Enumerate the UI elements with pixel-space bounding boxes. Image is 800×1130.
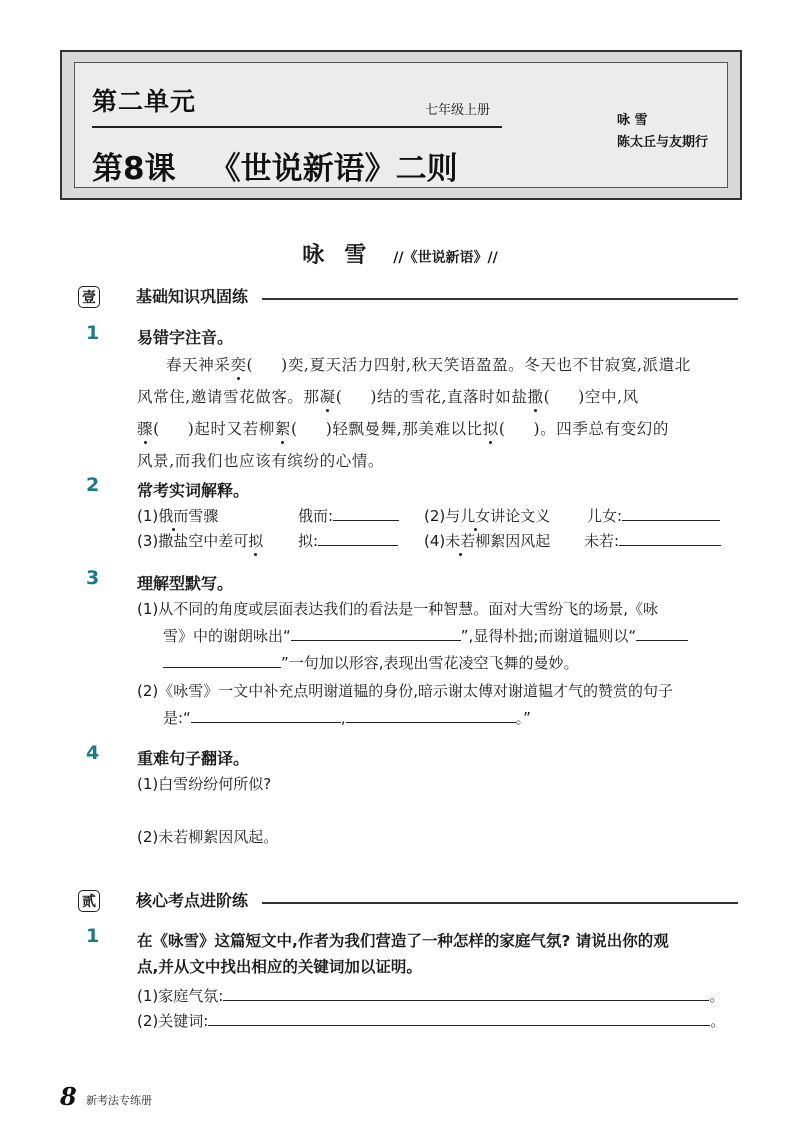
grade-label: 七年级上册 [425, 103, 491, 118]
question-number: 1 [86, 925, 100, 947]
vocab-answer: 俄而: [298, 505, 399, 526]
text-title [0, 238, 800, 269]
answer-blank[interactable] [619, 530, 721, 546]
question-title: 常考实词解释。 [137, 481, 250, 500]
answer-blank[interactable] [346, 707, 516, 723]
question-text: (1)从不同的角度或层面表达我们的看法是一种智慧。面对大雪纷飞的场景,《咏 [137, 600, 659, 618]
passage-line: 春天神采奕( )奕,夏天活力四射,秋天笑语盈盈。冬天也不甘寂寞,派遣北 [166, 353, 691, 375]
question-text: 是:“ , 。” [163, 709, 531, 727]
lesson-title [92, 143, 458, 188]
section-badge: 壹 [78, 286, 100, 308]
section-rule [262, 298, 738, 300]
question-text: 点,并从文中找出相应的关键词加以证明。 [137, 958, 422, 976]
text-title-source: //《世说新语》// [393, 250, 498, 266]
translation-item: (1)白雪纷纷何所似? [137, 775, 272, 793]
vocab-answer: 拟: [298, 530, 398, 551]
lesson-name: 《世说新语》二则 [209, 151, 458, 187]
answer-blank[interactable] [163, 652, 281, 668]
section-badge: 贰 [78, 890, 100, 912]
answer-blank[interactable] [318, 530, 398, 546]
lesson-toc [617, 110, 708, 154]
passage-line: 骤( )起时又若柳絮( )轻飘曼舞,那美难以比拟( )。四季总有变幻的 [137, 417, 669, 439]
question-title: 理解型默写。 [137, 574, 234, 593]
section-basic [78, 286, 738, 310]
vocab-item: (3)撒盐空中差可拟 [137, 532, 264, 550]
section-title: 基础知识巩固练 [136, 287, 249, 306]
question-number: 3 [86, 567, 100, 589]
answer-blank[interactable] [636, 625, 688, 641]
section-advanced [78, 890, 738, 914]
question-number: 1 [86, 322, 100, 344]
question-text: (2)《咏雪》一文中补充点明谢道韫的身份,暗示谢太傅对谢道韫才气的赞赏的句子 [137, 682, 674, 700]
answer-blank[interactable] [622, 505, 720, 521]
question-text: 雪》中的谢朗咏出“ ”,显得朴拙;而谢道韫则以“ [163, 625, 688, 646]
vocab-answer: 儿女: [587, 505, 720, 526]
translation-item: (2)未若柳絮因风起。 [137, 828, 279, 846]
section-title: 核心考点进阶练 [136, 891, 249, 910]
question-number: 4 [86, 742, 100, 764]
answer-blank[interactable] [333, 505, 399, 521]
lesson-number: 第8课 [92, 151, 176, 187]
passage-line: 风常住,邀请雪花做客。那凝( )结的雪花,直落时如盐撒( )空中,风 [137, 385, 639, 407]
answer-blank[interactable] [291, 625, 461, 641]
header-divider [92, 126, 502, 128]
unit-title: 第二单元 [92, 87, 197, 116]
vocab-item: (1)俄而雪骤 [137, 507, 219, 525]
question-title: 易错字注音。 [137, 328, 234, 347]
vocab-item: (2)与儿女讲论文义 [424, 507, 551, 525]
question-text: ”一句加以形容,表现出雪花凌空飞舞的曼妙。 [163, 652, 579, 673]
question-number: 2 [86, 474, 100, 496]
answer-blank[interactable] [223, 985, 709, 1001]
text-title-main: 咏雪 [302, 243, 387, 268]
toc-item: 陈太丘与友期行 [617, 135, 709, 150]
question-text: 在《咏雪》这篇短文中,作者为我们营造了一种怎样的家庭气氛? 请说出你的观 [137, 932, 669, 950]
vocab-item: (4)未若柳絮因风起 [424, 532, 551, 550]
page-number: 8 [60, 1082, 77, 1111]
toc-item: 咏 雪 [617, 113, 648, 128]
section-rule [262, 902, 738, 904]
answer-blank[interactable] [208, 1010, 710, 1026]
passage-line: 风景,而我们也应该有缤纷的心情。 [137, 452, 385, 470]
answer-line: (1)家庭气氛: 。 [137, 987, 725, 1005]
answer-line: (2)关键词: 。 [137, 1012, 726, 1030]
vocab-answer: 未若: [584, 530, 721, 551]
book-title: 新考法专练册 [86, 1094, 152, 1107]
answer-blank[interactable] [191, 707, 341, 723]
question-title: 重难句子翻译。 [137, 749, 250, 768]
